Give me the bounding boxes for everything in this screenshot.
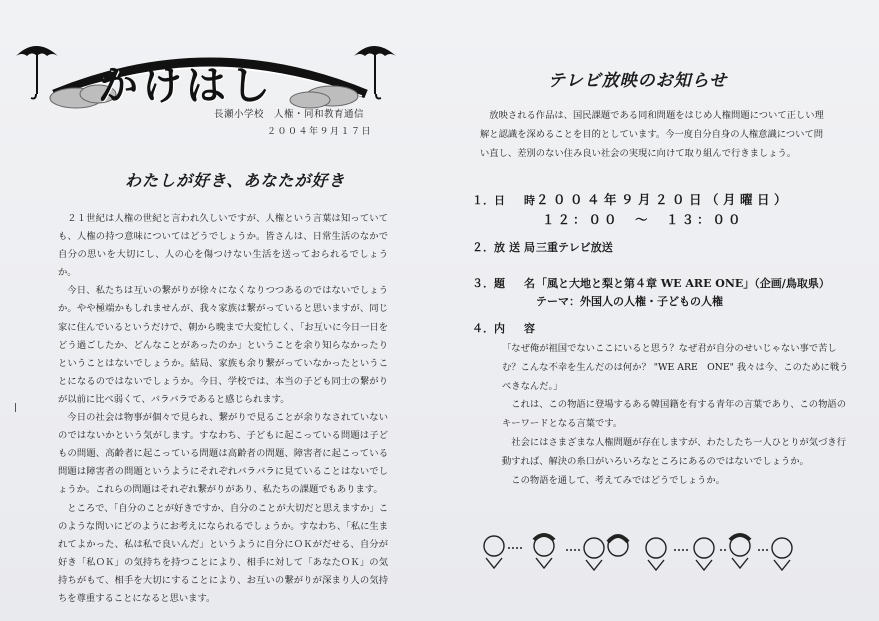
item-number: ４．: [472, 322, 494, 335]
item-label: 日 時: [494, 194, 539, 207]
child-face-icon: [608, 536, 628, 556]
scan-mark: [15, 403, 16, 412]
item-number: ３．: [472, 277, 494, 290]
content-paragraph: これは、この物語に登場するある韓国籍を有する青年の言葉であり、この物語のキーワードとなる言葉です。: [502, 399, 846, 430]
child-face-icon: [534, 535, 554, 568]
essay-paragraph: ２１世紀は人権の世紀と言われ久しいですが、人権という言葉は知っていても、人権の持つ意味についてはどうでしょうか。皆さんは、日常生活のなかで自分の思いを大切にし、人の心を傷つけない生活を送っておられるでしょうか。: [58, 213, 388, 279]
essay-paragraph: ところで、「自分のことが好きですか、自分のことが大切だと思えますか」このような問いにどのようにお考えになられるでしょうか。すなわち、「私に生まれてよかった、私は私で良いんだ」というように自分にＯＫがだせる、自分が好き「私ＯＫ」の気持ちを持つことにより、相手に対して「あなたＯＫ」の気持ちがもて、相手を大切にすることにより、お互いの繋がりが深まり人の気持ちを尊重することになると思います。: [58, 502, 388, 604]
masthead: [14, 38, 406, 114]
child-face-icon: [484, 536, 504, 568]
item-label: 内 容: [494, 322, 539, 335]
item-label: 放送局: [494, 241, 539, 254]
intro-text: 放映される作品は、国民課題である同和問題をはじめ人権問題について正しい理解と認識を深めることを目的としています。今一度自分自身の人権意識について問い直し、差別のない住み良い社会の実現に向けて取り組んで行きましょう。: [480, 110, 824, 159]
schedule-item: [472, 190, 791, 208]
broadcast-time: １２：００ ～ １３：００: [542, 212, 744, 227]
item-number: １．: [472, 194, 494, 207]
child-face-icon: [646, 538, 666, 570]
essay-body: [58, 210, 388, 608]
broadcast-date: ２００４年９月２０日（月曜日）: [536, 192, 792, 207]
child-face-icon: [772, 538, 792, 570]
notice-title: テレビ放映のお知らせ: [548, 71, 728, 91]
program-theme: テーマ：外国人の人権・子どもの人権: [536, 295, 723, 308]
essay-paragraph: 今日の社会は物事が個々で見られ、繋がりで見ることが余りなされていないのではないかという気がします。すなわち、子どもに起こっている問題は子どもの問題、高齢者に起こっている問題は高齢者の問題、障害者に起こっている問題は障害者の問題というようにそれぞれバラバラに見ていることはないでしょうか。これらの問題はそれぞれ繋がりがあり、私たちの課題でもあります。: [58, 412, 388, 496]
item-label: 題 名: [494, 277, 539, 290]
child-face-icon: [694, 538, 714, 570]
newsletter-title: かけはし: [98, 63, 274, 109]
station-item: [472, 239, 613, 255]
essay-title: わたしが好き、あなたが好き: [125, 171, 346, 190]
issuer-line: 長瀬小学校 人権・同和教育通信: [214, 109, 365, 120]
content-body: [502, 340, 852, 490]
child-face-icon: [584, 538, 604, 570]
issue-date: ２００４年９月１７日: [267, 127, 373, 137]
program-title-item: [472, 275, 830, 291]
content-quote: 「なぜ俺が祖国でないここにいると思う？なぜ君が自分のせいじゃない事で苦しむ？こんな不幸を生んだのは何か？ "WE ARE ONE" 我々は今、このために戦うべきなんだ。」: [502, 343, 849, 392]
children-illustration: [478, 528, 808, 576]
broadcast-station: 三重テレビ放送: [536, 241, 613, 254]
notice-intro: [480, 106, 825, 163]
content-paragraph: 社会にはさまざまな人権問題が存在しますが、わたしたち一人ひとりが気づき行動すれば、解決の糸口がいろいろなところにあるのではないでしょうか。: [502, 436, 846, 467]
item-number: ２．: [472, 241, 494, 254]
child-face-icon: [730, 535, 750, 568]
content-item: [472, 320, 539, 336]
essay-paragraph: 今日、私たちは互いの繋がりが徐々になくなりつつあるのではないでしょうか。やや極端かもしれませんが、我々家族は繋がっていると思いますが、同じ家に住んでいるというだけで、朝から晩まで大変忙しく、「お互いに今日一日をどう過ごしたか、どんなことがあったのか」ということを余り知らなかったりということはないでしょうか。結局、家族も余り繋がっていなかったということになるのではないでしょうか。今日、学校では、本当の子ども同士の繋がりが以前に比べ弱くて、バラバラであると感じられます。: [58, 285, 388, 405]
program-title: 「風と大地と梨と第４章 WE ARE ONE」（企画/鳥取県）: [536, 277, 830, 290]
content-paragraph: この物語を通して、考えてみではどうでしょうか。: [511, 474, 725, 486]
